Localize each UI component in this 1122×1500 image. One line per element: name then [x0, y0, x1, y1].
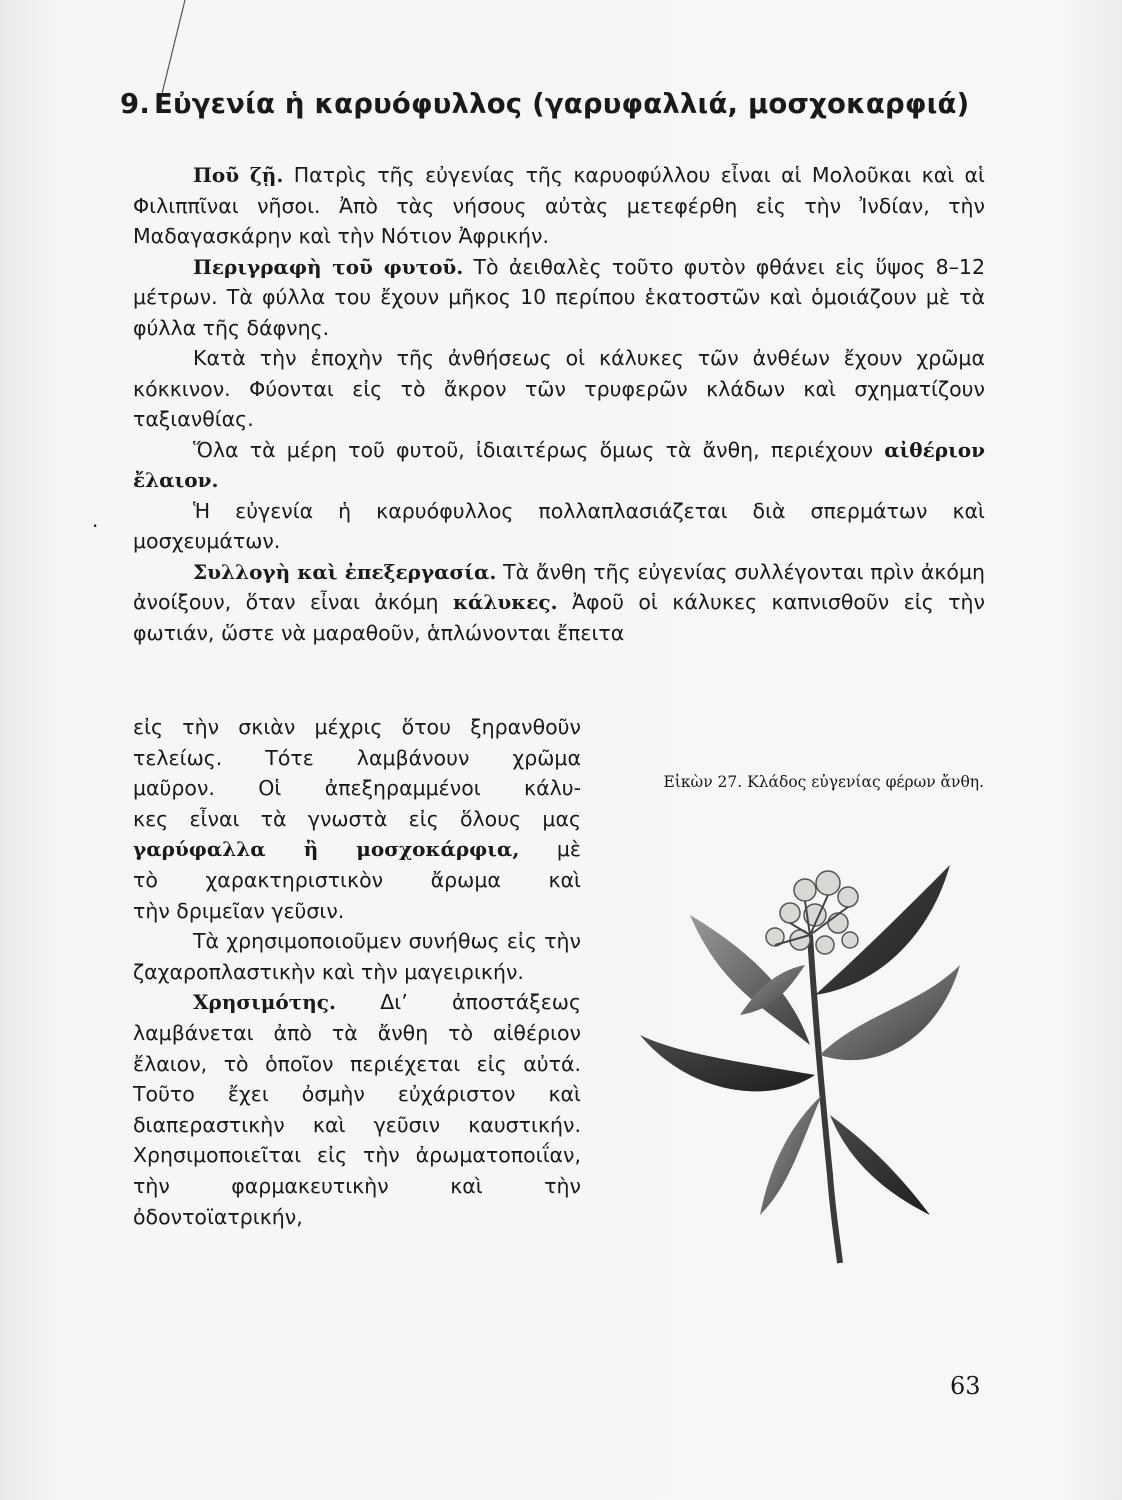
- narrow-line-6: τὸ χαρακτηριστικὸν ἄρωμα καὶ: [133, 867, 581, 892]
- heading-description: Περιγραφὴ τοῦ φυτοῦ.: [193, 254, 464, 279]
- heading-harvest: Συλλογὴ καὶ ἐπεξεργασία.: [193, 559, 497, 584]
- paragraph-cooking: Τὰ χρησιμοποιοῦμεν συνήθως εἰς τὴν ζαχαροπλαστικὴν καὶ τὴν μαγειρικήν.: [133, 929, 581, 984]
- where-body: Πατρὶς τῆς εὐγενίας τῆς καρυοφύλλου εἶναι αἱ Μολοῦκαι καὶ αἱ Φιλιππῖναι νῆσοι. Ἀπὸ τὰς νήσους αὐτὰς μετεφέρθη εἰς τὴν Ἰνδίαν, τὴν Μαδαγασκάρην καὶ τὴν Νότιον Ἀφρικήν.: [133, 163, 985, 248]
- paragraph-where: [133, 160, 985, 252]
- figure-caption: Εἰκὼν 27. Κλάδος εὐγενίας φέρων ἄνθη.: [663, 773, 984, 791]
- harvest-bold: κάλυκες.: [452, 590, 558, 614]
- section-title-text: Εὐγενία ἡ καρυόφυλλος (γαρυφαλλιά, μοσχοκαρφιά): [153, 88, 970, 120]
- description-body: Τὸ ἀειθαλὲς τοῦτο φυτὸν φθάνει εἰς ὕψος 8–12 μέτρων. Τὰ φύλλα του ἔχουν μῆκος 10 περίπου ἑκατοστῶν καὶ ὁμοιάζουν μὲ τὰ φύλλα τῆς δάφνης.: [133, 254, 985, 340]
- section-number: 9.: [120, 88, 150, 120]
- clove-branch-illustration: [610, 845, 990, 1265]
- heading-utility: Χρησιμότης.: [193, 990, 336, 1015]
- harvest-after: Ἀφοῦ οἱ κάλυκες καπνισθοῦν εἰς τὴν φωτιάν, ὥστε νὰ μαραθοῦν, ἁπλώνονται ἔπειτα: [133, 590, 985, 645]
- margin-dot: ·: [92, 514, 99, 538]
- paragraph-harvest: [133, 557, 985, 649]
- utility-body: Δι’ ἀποστάξεως λαμβάνεται ἀπὸ τὰ ἄνθη τὸ αἰθέριον ἔλαιον, τὸ ὁποῖον περιέχεται εἰς αὐτά. Τοῦτο ἔχει ὀσμὴν εὐχάριστον καὶ διαπεραστικὴν καὶ γεῦσιν καυστικήν. Χρησιμοποιεῖται εἰς τὴν ἀρωματοποιΐαν, τὴν φαρμακευτικὴν καὶ τὴν ὀδοντοϊατρικήν,: [133, 990, 581, 1229]
- narrow-line-7: τὴν δριμεῖαν γεῦσιν.: [133, 898, 345, 923]
- paragraph-flowering: Κατὰ τὴν ἐποχὴν τῆς ἀνθήσεως οἱ κάλυκες τῶν ἀνθέων ἔχουν χρῶμα κόκκινον. Φύονται εἰς τὸ ἄκρον τῶν τρυφερῶν κλάδων καὶ σχηματίζουν ταξιανθίας.: [133, 346, 985, 431]
- oil-bold: αἰθέριον ἔλαιον.: [133, 437, 985, 492]
- narrow-line-5-after: μὲ: [556, 837, 581, 862]
- paragraph-description: [133, 252, 985, 344]
- narrow-line-5: [133, 834, 581, 865]
- narrow-line-2: τελείως. Τότε λαμβάνουν χρῶμα: [133, 745, 581, 770]
- paragraph-utility: [133, 987, 581, 1232]
- oil-text: Ὅλα τὰ μέρη τοῦ φυτοῦ, ἰδιαιτέρως ὅμως τὰ ἄνθη, περιέχουν: [193, 437, 874, 462]
- heading-where: Ποῦ ζῇ.: [193, 163, 284, 187]
- narrow-line-3: μαῦρον. Οἱ ἀπεξηραμμένοι κάλυ-: [133, 776, 581, 801]
- page-number: 63: [950, 1372, 981, 1400]
- paragraph-propagation: Ἡ εὐγενία ἡ καρυόφυλλος πολλαπλασιάζεται διὰ σπερμάτων καὶ μοσχευμάτων.: [133, 498, 985, 553]
- section-title: [120, 88, 1110, 120]
- harvest-before: Τὰ ἄνθη τῆς εὐγενίας συλλέγονται πρὶν ἀκόμη ἀνοίξουν, ὅταν εἶναι ἀκόμη: [133, 559, 985, 614]
- narrow-text-block: [133, 712, 581, 1232]
- narrow-line-1: εἰς τὴν σκιὰν μέχρις ὅτου ξηρανθοῦν: [133, 715, 581, 739]
- paragraph-oil: [133, 435, 985, 496]
- main-text-block: [133, 160, 985, 648]
- cloves-bold: γαρύφαλλα ἢ μοσχοκάρφια,: [133, 837, 520, 862]
- narrow-line-4: κες εἶναι τὰ γνωστὰ εἰς ὅλους μας: [133, 806, 581, 831]
